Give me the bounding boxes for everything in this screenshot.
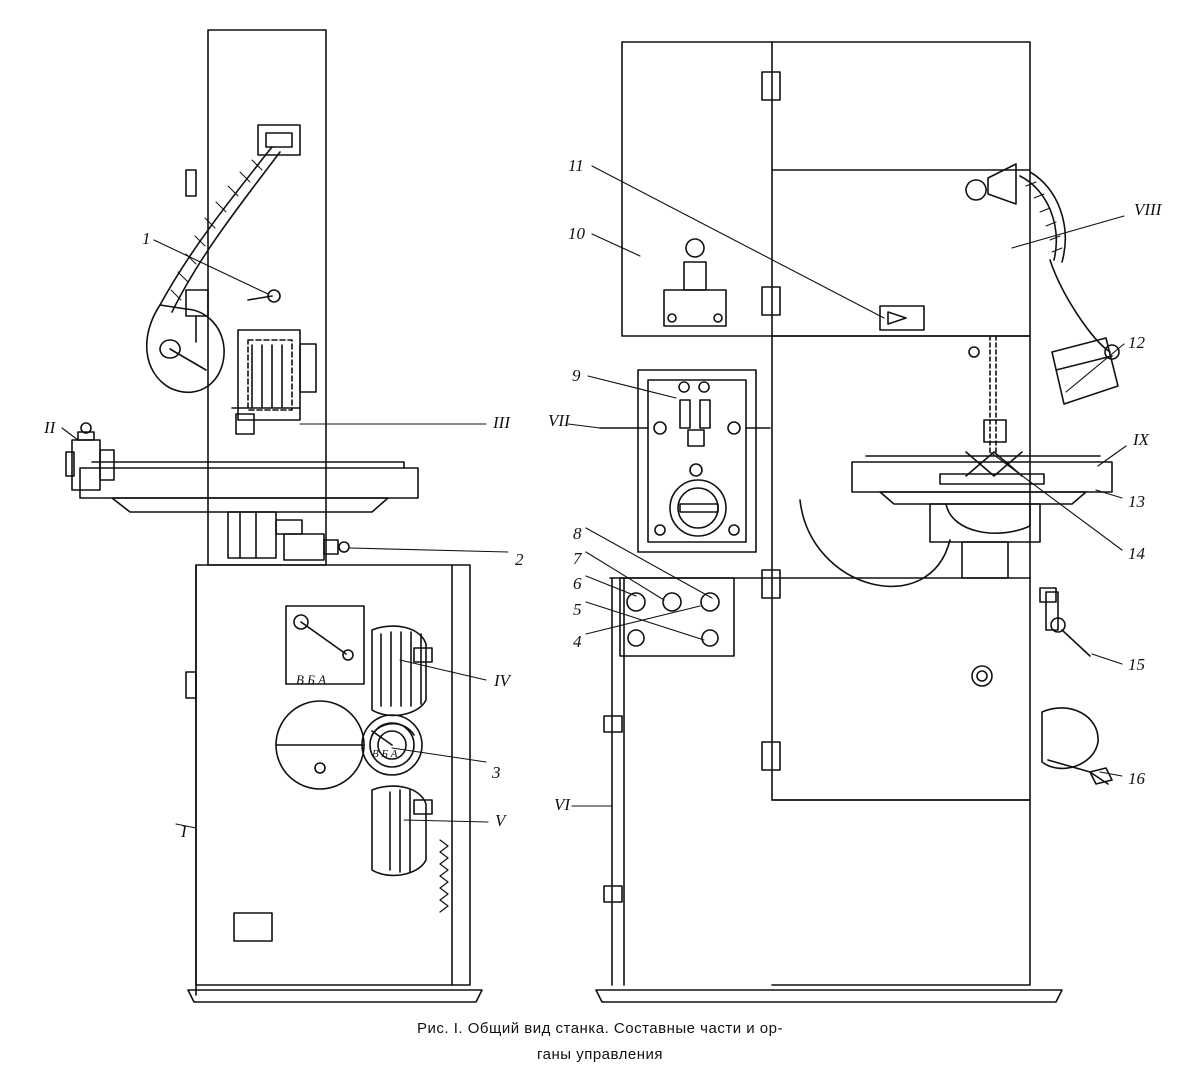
label-VI: VI <box>554 795 571 814</box>
label-15: 15 <box>1128 655 1145 674</box>
label-11: 11 <box>568 156 584 175</box>
figure-caption <box>0 1016 1200 1068</box>
speed-dial-letters: В Б А <box>372 748 398 760</box>
label-13: 13 <box>1128 492 1145 511</box>
control-plate-letters: В Б А <box>296 672 327 687</box>
label-3: 3 <box>492 763 501 782</box>
label-16: 16 <box>1128 769 1145 788</box>
label-10: 10 <box>568 224 585 243</box>
label-5: 5 <box>573 600 582 619</box>
label-VII: VII <box>548 411 570 430</box>
label-9: 9 <box>572 366 581 385</box>
label-1: 1 <box>142 229 151 248</box>
label-II: II <box>44 418 56 437</box>
label-III: III <box>493 413 510 432</box>
caption-line-1: Рис. I. Общий вид станка. Составные части и ор- <box>417 1020 783 1037</box>
label-VIII: VIII <box>1134 200 1162 219</box>
label-2: 2 <box>515 550 524 569</box>
label-IV: IV <box>494 671 511 690</box>
label-14: 14 <box>1128 544 1145 563</box>
label-8: 8 <box>573 524 582 543</box>
label-6: 6 <box>573 574 582 593</box>
label-IX: IX <box>1133 430 1150 449</box>
caption-line-2: ганы управления <box>536 1046 664 1063</box>
label-4: 4 <box>573 632 582 651</box>
label-12: 12 <box>1128 333 1145 352</box>
label-I: I <box>181 822 187 841</box>
label-V: V <box>495 811 506 830</box>
label-7: 7 <box>573 549 582 568</box>
